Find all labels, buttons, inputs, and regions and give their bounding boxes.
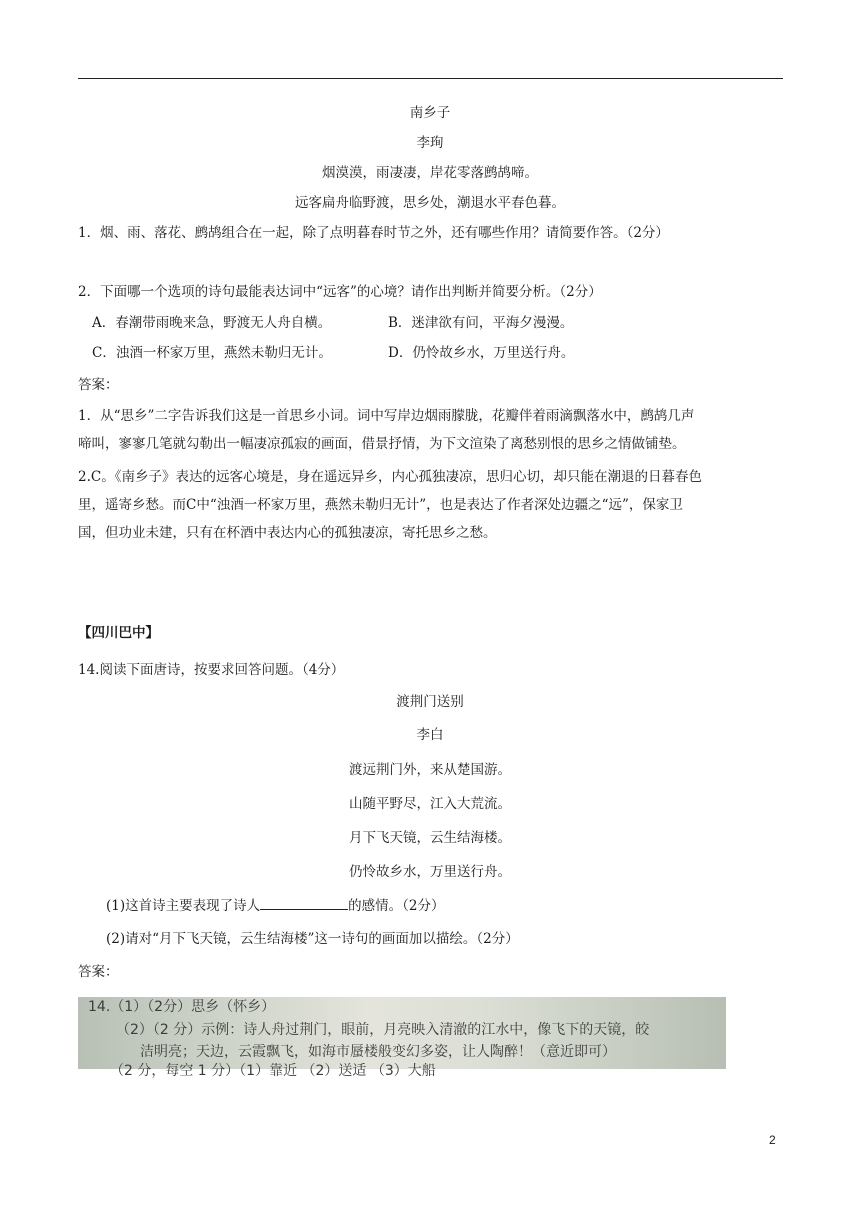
answer-photo bbox=[78, 997, 726, 1079]
option-b: B．迷津欲有问，平海夕漫漫。 bbox=[388, 315, 574, 331]
option-c: C．浊酒一杯家万里，燕然未勒归无计。 bbox=[92, 345, 332, 361]
poem1-line: 远客扁舟临野渡，思乡处，潮退水平春色暮。 bbox=[295, 195, 565, 211]
question-1: 1．烟、雨、落花、鹧鸪组合在一起，除了点明暮春时节之外，还有哪些作用？请简要作答。（2分） bbox=[78, 225, 669, 241]
poem1-author: 李珣 bbox=[416, 135, 444, 151]
question-2: 2．下面哪一个选项的诗句最能表达词中“远客”的心境？请作出判断并简要分析。（2分） bbox=[78, 284, 602, 300]
answer-label: 答案： bbox=[78, 377, 119, 393]
sub-question-2: (2)请对“月下飞天镜，云生结海楼”这一诗句的画面加以描绘。（2分） bbox=[106, 931, 519, 947]
answer-text: 1．从“思乡”二字告诉我们这是一首思乡小词。词中写岸边烟雨朦胧，花瓣伴着雨滴飘落水中，鹧鸪几声 bbox=[78, 408, 695, 424]
poem2-line: 仍怜故乡水，万里送行舟。 bbox=[349, 864, 511, 880]
poem1-title: 南乡子 bbox=[409, 105, 451, 121]
section-header: 【四川巴中】 bbox=[78, 625, 159, 641]
page-number: 2 bbox=[769, 1133, 776, 1147]
option-d: D．仍怜故乡水，万里送行舟。 bbox=[388, 345, 575, 361]
answer-blank bbox=[260, 895, 348, 910]
photo-line: （2 分，每空 1 分）（1）靠近 （2）送适 （3）大船 bbox=[110, 1063, 436, 1079]
poem2-title: 渡荆门送别 bbox=[396, 694, 464, 710]
sub-question-1-post: 的感情。（2分） bbox=[348, 898, 445, 914]
answer-text: 啼叫，寥寥几笔就勾勒出一幅凄凉孤寂的画面，借景抒情，为下文渲染了离愁别恨的思乡之情做铺垫。 bbox=[78, 436, 686, 452]
photo-line: 14.（1）（2分）思乡（怀乡） bbox=[88, 999, 276, 1015]
answer-label: 答案： bbox=[78, 964, 119, 980]
photo-line: 洁明亮；天边，云霞飘飞，如海市蜃楼般变幻多姿，让人陶醉！（意近即可） bbox=[140, 1044, 616, 1060]
poem2-line: 渡远荆门外，来从楚国游。 bbox=[349, 762, 511, 778]
option-a: A．春潮带雨晚来急，野渡无人舟自横。 bbox=[92, 315, 332, 331]
sub-question-1 bbox=[106, 895, 444, 916]
poem2-author: 李白 bbox=[416, 727, 444, 743]
poem2-line: 山随平野尽，江入大荒流。 bbox=[349, 796, 511, 812]
answer-text: 里，遥寄乡愁。而C中“浊酒一杯家万里，燕然未勒归无计”，也是表达了作者深处边疆之“远”，保家卫 bbox=[78, 497, 683, 513]
answer-text: 国，但功业未建，只有在杯酒中表达内心的孤独凄凉，寄托思乡之愁。 bbox=[78, 525, 497, 541]
sub-question-1-pre: (1)这首诗主要表现了诗人 bbox=[106, 898, 261, 914]
photo-line: （2）（2 分）示例：诗人舟过荆门，眼前，月亮映入清澈的江水中，像飞下的天镜，皎 bbox=[116, 1022, 650, 1038]
poem2-line: 月下飞天镜，云生结海楼。 bbox=[349, 830, 511, 846]
answer-text: 2.C。《南乡子》表达的远客心境是，身在遥远异乡，内心孤独凄凉，思归心切，却只能在潮退的日暮春色 bbox=[78, 469, 702, 485]
poem1-line: 烟漠漠，雨凄凄，岸花零落鹧鸪啼。 bbox=[322, 165, 538, 181]
header-rule bbox=[78, 78, 783, 79]
question-14: 14.阅读下面唐诗，按要求回答问题。（4分） bbox=[78, 662, 345, 678]
